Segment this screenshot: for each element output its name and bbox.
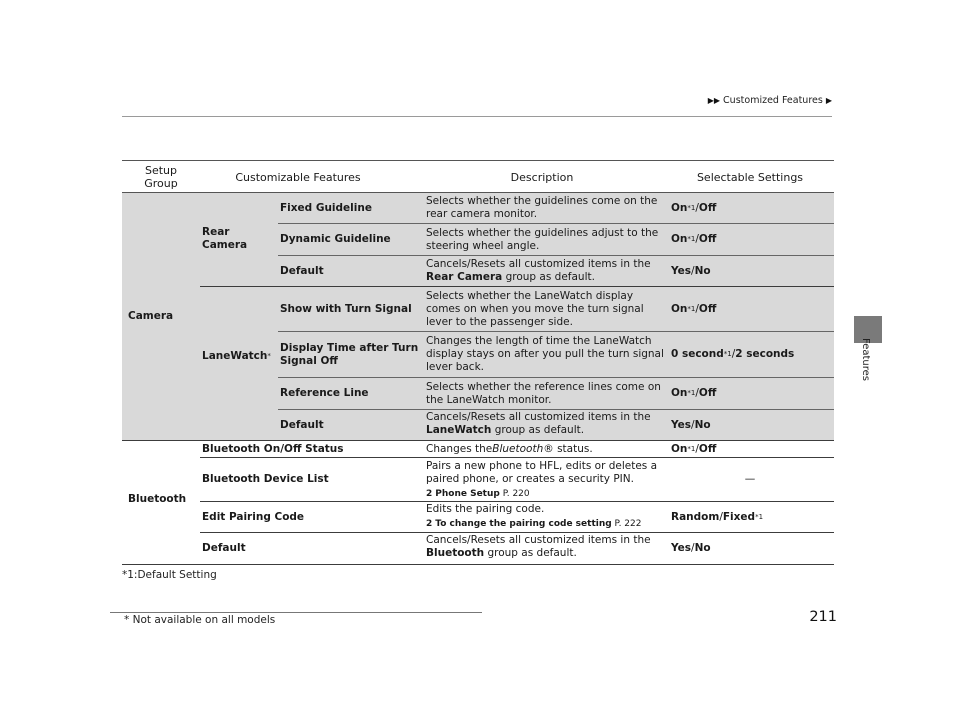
- feature-bluetooth-default: Default: [202, 542, 246, 554]
- col-header-settings: Selectable Settings: [696, 170, 804, 184]
- setting-device-list: —: [744, 473, 756, 485]
- feature-rear-default: Default: [280, 264, 324, 277]
- setting-edit-pairing-code: Random / Fixed *1: [671, 510, 764, 523]
- section-label: Features: [860, 338, 871, 381]
- feature-dynamic-guideline: Dynamic Guideline: [280, 233, 391, 245]
- setting-show-with-turn-signal: On *1 / Off: [671, 302, 717, 315]
- setting-bluetooth-default: Yes / No: [671, 542, 711, 554]
- desc-fixed-guideline: Selects whether the guidelines come on the rear camera monitor.: [426, 195, 658, 220]
- feature-reference-line: Reference Line: [280, 387, 369, 399]
- desc-reference-line: Selects whether the reference lines come on the LaneWatch monitor.: [426, 380, 661, 406]
- setting-fixed-guideline: On *1 / Off: [671, 201, 717, 214]
- subgroup-rear-camera: Rear Camera: [202, 226, 248, 251]
- col-header-group: Setup Group: [144, 164, 178, 190]
- feature-device-list: Bluetooth Device List: [202, 473, 329, 485]
- breadcrumb: [708, 95, 832, 106]
- reference-arrow-icon: 2: [426, 519, 433, 529]
- feature-edit-pairing-code: Edit Pairing Code: [202, 510, 305, 523]
- group-camera: Camera: [128, 309, 174, 322]
- feature-fixed-guideline: Fixed Guideline: [280, 201, 372, 214]
- col-header-features: Customizable Features: [235, 170, 361, 184]
- double-arrow-icon: ▶▶: [707, 96, 721, 105]
- table-header: [122, 161, 834, 193]
- header-divider: [122, 116, 832, 117]
- desc-device-list: Pairs a new phone to HFL, edits or deletes a paired phone, or creates a security PIN. 2 Phone Setup P. 220: [426, 458, 666, 501]
- feature-lanewatch-default: Default: [280, 418, 324, 431]
- reference-arrow-icon: 2: [426, 489, 433, 499]
- setting-reference-line: On *1 / Off: [671, 387, 717, 399]
- reference-link[interactable]: 2 Phone Setup P. 220: [426, 489, 530, 499]
- arrow-icon: ▶: [825, 96, 832, 105]
- desc-bluetooth-default: Cancels/Resets all customized items in the Bluetooth group as default.: [426, 534, 651, 559]
- desc-display-time: Changes the length of time the LaneWatch display stays on after you pull the turn signal lever back.: [426, 335, 664, 373]
- group-bluetooth: Bluetooth: [128, 492, 187, 505]
- feature-bluetooth-status: Bluetooth On/Off Status: [202, 443, 344, 455]
- setting-bluetooth-status: On *1 / Off: [671, 443, 717, 455]
- desc-edit-pairing-code: Edits the pairing code. 2 To change the pairing code setting P. 222: [426, 502, 666, 532]
- feature-display-time: Display Time after Turn Signal Off: [280, 341, 419, 367]
- reference-link[interactable]: 2 To change the pairing code setting P. 222: [426, 519, 642, 529]
- breadcrumb-label: Customized Features: [723, 95, 823, 106]
- page-number: 211: [809, 609, 837, 625]
- table-bottom-rule: [122, 564, 834, 565]
- setting-rear-default: Yes / No: [671, 264, 711, 277]
- desc-bluetooth-status: Changes the Bluetooth ® status.: [426, 443, 593, 455]
- footnote: *1:Default Setting: [122, 569, 217, 581]
- desc-rear-default: Cancels/Resets all customized items in the Rear Camera group as default.: [426, 258, 651, 283]
- setting-display-time: 0 second *1 / 2 seconds: [671, 348, 795, 360]
- setting-lanewatch-default: Yes / No: [671, 418, 711, 431]
- desc-lanewatch-default: Cancels/Resets all customized items in the LaneWatch group as default.: [426, 411, 651, 436]
- desc-dynamic-guideline: Selects whether the guidelines adjust to the steering wheel angle.: [426, 226, 659, 252]
- setting-dynamic-guideline: On *1 / Off: [671, 233, 717, 245]
- col-header-description: Description: [510, 170, 574, 184]
- desc-show-with-turn-signal: Selects whether the LaneWatch display comes on when you move the turn signal lever to the passenger side.: [426, 289, 644, 328]
- settings-table: [122, 160, 834, 559]
- availability-note: * Not available on all models: [124, 614, 276, 626]
- subgroup-lanewatch: LaneWatch *: [202, 349, 271, 362]
- feature-show-with-turn-signal: Show with Turn Signal: [280, 302, 412, 315]
